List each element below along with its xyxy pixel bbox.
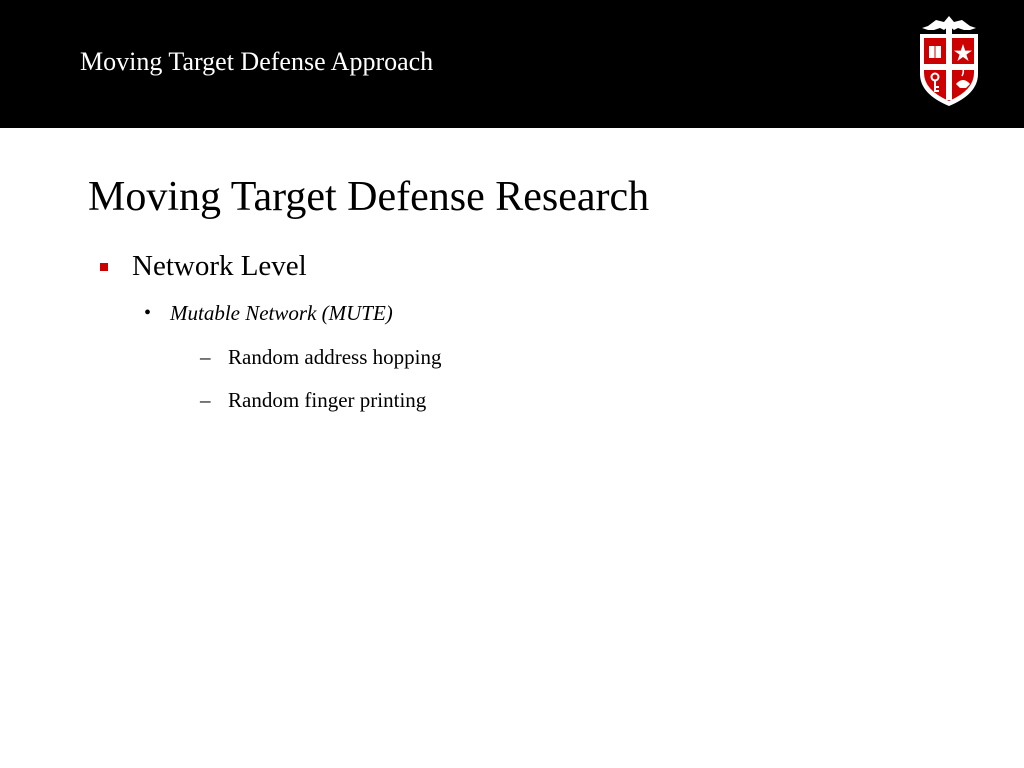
bullet-level3 [200,386,426,414]
bullet-level2 [144,299,393,327]
university-shield-logo-icon [914,14,984,108]
bullet-level1-text: Network Level [132,250,307,282]
dash-bullet-icon: – [200,345,211,369]
dot-bullet-icon: • [144,302,152,324]
header-title: Moving Target Defense Approach [80,47,434,76]
bullet-level3-text: Random address hopping [228,345,442,369]
dash-bullet-icon: – [200,388,211,412]
bullet-level3 [200,343,441,371]
square-bullet-icon [100,263,108,271]
slide-title: Moving Target Defense Research [88,174,650,220]
bullet-level3-text: Random finger printing [228,388,427,412]
header-band [0,0,1024,128]
bullet-level2-text: Mutable Network (MUTE) [170,301,393,325]
bullet-level1 [100,249,307,283]
